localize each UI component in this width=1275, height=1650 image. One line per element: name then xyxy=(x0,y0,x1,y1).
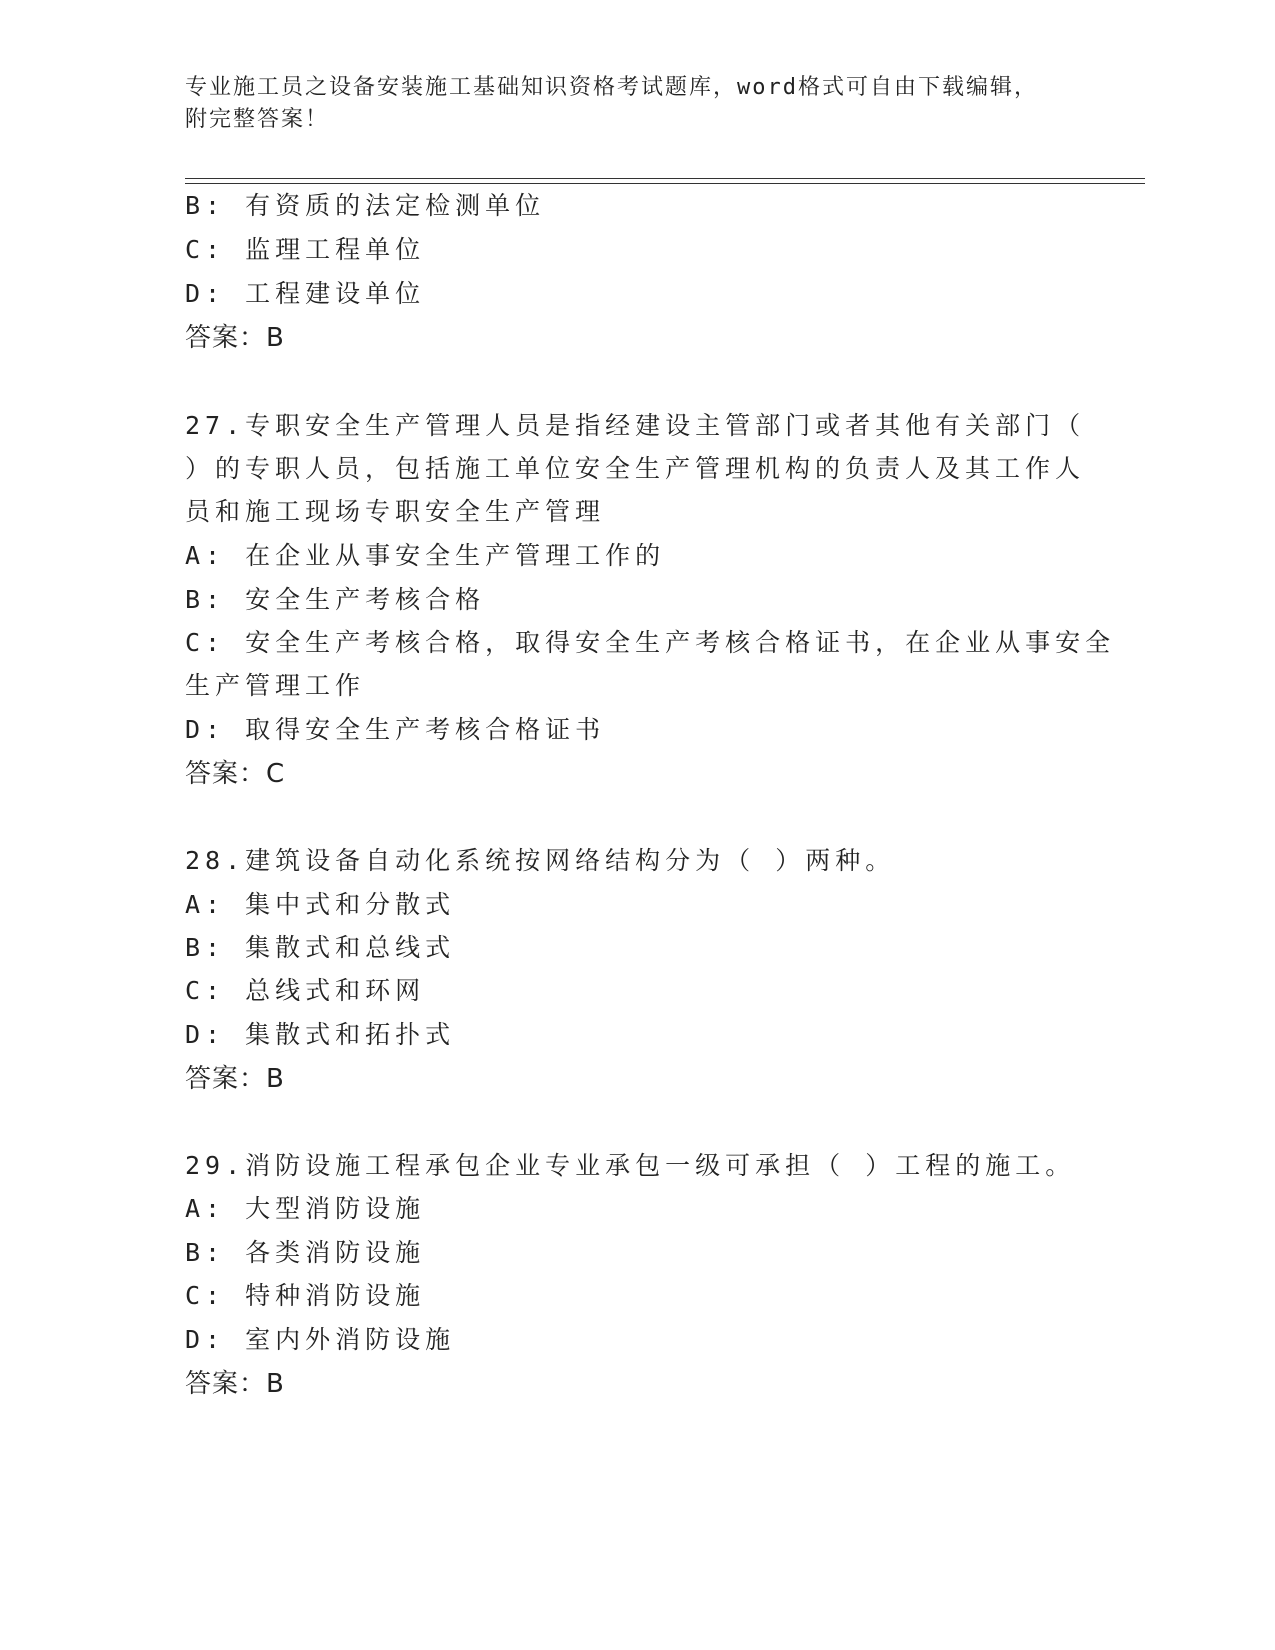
q27-option-d: D: 取得安全生产考核合格证书 xyxy=(185,715,606,744)
q29-option-a: A: 大型消防设施 xyxy=(185,1194,426,1223)
q29-option-d: D: 室内外消防设施 xyxy=(185,1325,456,1354)
q28-answer: 答案：B xyxy=(185,1064,285,1094)
q27-option-a: A: 在企业从事安全生产管理工作的 xyxy=(185,541,666,570)
header-divider-bottom xyxy=(185,183,1145,184)
header-line-1: 专业施工员之设备安装施工基础知识资格考试题库，word格式可自由下载编辑， xyxy=(185,75,1038,100)
q28-option-a: A: 集中式和分散式 xyxy=(185,890,456,919)
q29-option-c: C: 特种消防设施 xyxy=(185,1281,426,1310)
q27-option-b: B: 安全生产考核合格 xyxy=(185,585,486,614)
q27-option-c-line-1: C: 安全生产考核合格，取得安全生产考核合格证书，在企业从事安全 xyxy=(185,628,1116,657)
q27-answer: 答案：C xyxy=(185,759,286,789)
q26-option-d: D: 工程建设单位 xyxy=(185,279,426,308)
q28-option-b: B: 集散式和总线式 xyxy=(185,933,456,962)
q27-stem-line-3: 员和施工现场专职安全生产管理 xyxy=(185,497,606,526)
q26-answer: 答案：B xyxy=(185,323,285,353)
header-line-2: 附完整答案！ xyxy=(185,107,330,132)
q27-stem-line-1: 27.专职安全生产管理人员是指经建设主管部门或者其他有关部门（ xyxy=(185,411,1086,440)
q26-option-b: B: 有资质的法定检测单位 xyxy=(185,191,546,220)
q29-option-b: B: 各类消防设施 xyxy=(185,1238,426,1267)
q28-stem: 28.建筑设备自动化系统按网络结构分为（ ）两种。 xyxy=(185,846,896,875)
q29-answer: 答案：B xyxy=(185,1369,285,1399)
q28-option-d: D: 集散式和拓扑式 xyxy=(185,1020,456,1049)
header-divider-top xyxy=(185,178,1145,179)
page-header xyxy=(185,72,1065,136)
q26-option-c: C: 监理工程单位 xyxy=(185,235,426,264)
q28-option-c: C: 总线式和环网 xyxy=(185,976,426,1005)
q27-option-c-line-2: 生产管理工作 xyxy=(185,671,366,700)
q27-stem-line-2: ）的专职人员，包括施工单位安全生产管理机构的负责人及其工作人 xyxy=(185,454,1086,483)
q29-stem: 29.消防设施工程承包企业专业承包一级可承担（ ）工程的施工。 xyxy=(185,1151,1076,1180)
